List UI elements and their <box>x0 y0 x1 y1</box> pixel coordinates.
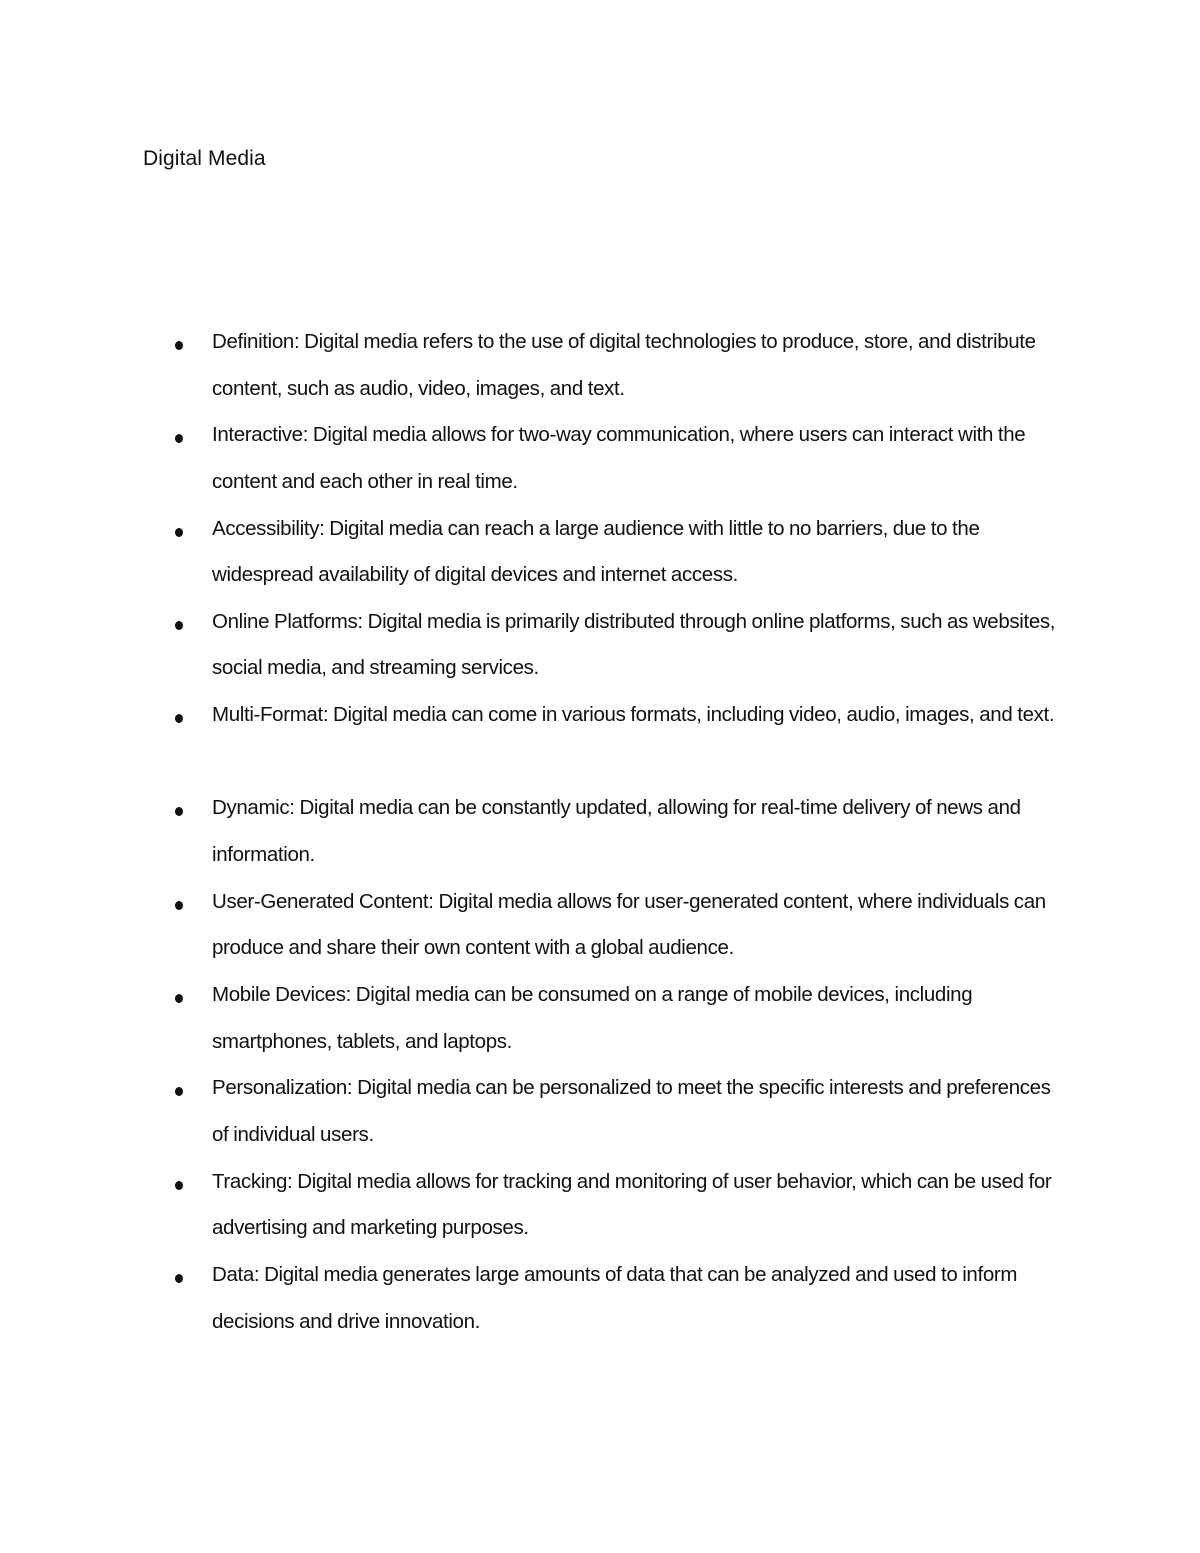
list-item <box>0 611 1200 704</box>
list-item <box>0 1264 1200 1357</box>
bullet-icon <box>175 341 183 350</box>
list-item-text: Data: Digital media generates large amounts of data that can be analyzed and used to inform decisions and drive innovation. <box>212 1262 1018 1333</box>
list-item <box>0 797 1200 890</box>
bullet-icon <box>175 528 183 537</box>
list-item-text: Online Platforms: Digital media is primarily distributed through online platforms, such as websites, social media, and streaming services. <box>212 609 1056 680</box>
bullet-list <box>0 331 1200 1357</box>
list-item-text: Interactive: Digital media allows for two-way communication, where users can interact with the content and each other in real time. <box>212 423 1026 493</box>
bullet-icon <box>175 807 183 816</box>
bullet-icon <box>175 1181 183 1190</box>
bullet-icon <box>175 994 183 1003</box>
list-item <box>0 331 1200 424</box>
list-item-text: User-Generated Content: Digital media allows for user-generated content, where individuals can produce and share their own content with a global audience. <box>212 889 1046 960</box>
document-title: Digital Media <box>143 147 266 170</box>
list-item-text: Definition: Digital media refers to the use of digital technologies to produce, store, and distribute content, such as audio, video, images, and text. <box>212 330 1036 400</box>
bullet-icon <box>175 901 183 910</box>
bullet-icon <box>175 1087 183 1096</box>
bullet-icon <box>175 1274 183 1283</box>
bullet-icon <box>175 434 183 443</box>
list-item-text: Personalization: Digital media can be personalized to meet the specific interests and preferences of individual users. <box>212 1076 1051 1146</box>
list-item-text: Tracking: Digital media allows for tracking and monitoring of user behavior, which can be used for advertising and marketing purposes. <box>212 1169 1052 1240</box>
list-item <box>0 1171 1200 1264</box>
bullet-icon <box>175 714 183 723</box>
list-item-text: Accessibility: Digital media can reach a large audience with little to no barriers, due to the widespread availability of digital devices and internet access. <box>212 516 980 587</box>
list-item <box>0 704 1200 797</box>
list-item <box>0 424 1200 517</box>
list-item <box>0 984 1200 1077</box>
list-item <box>0 1077 1200 1170</box>
bullet-icon <box>175 621 183 630</box>
list-item-text: Dynamic: Digital media can be constantly updated, allowing for real-time delivery of news and information. <box>212 796 1021 867</box>
list-item-text: Multi-Format: Digital media can come in various formats, including video, audio, images, and text. <box>212 703 1055 727</box>
list-item <box>0 891 1200 984</box>
list-item-text: Mobile Devices: Digital media can be consumed on a range of mobile devices, including smartphones, tablets, and laptops. <box>212 983 973 1053</box>
list-item <box>0 518 1200 611</box>
